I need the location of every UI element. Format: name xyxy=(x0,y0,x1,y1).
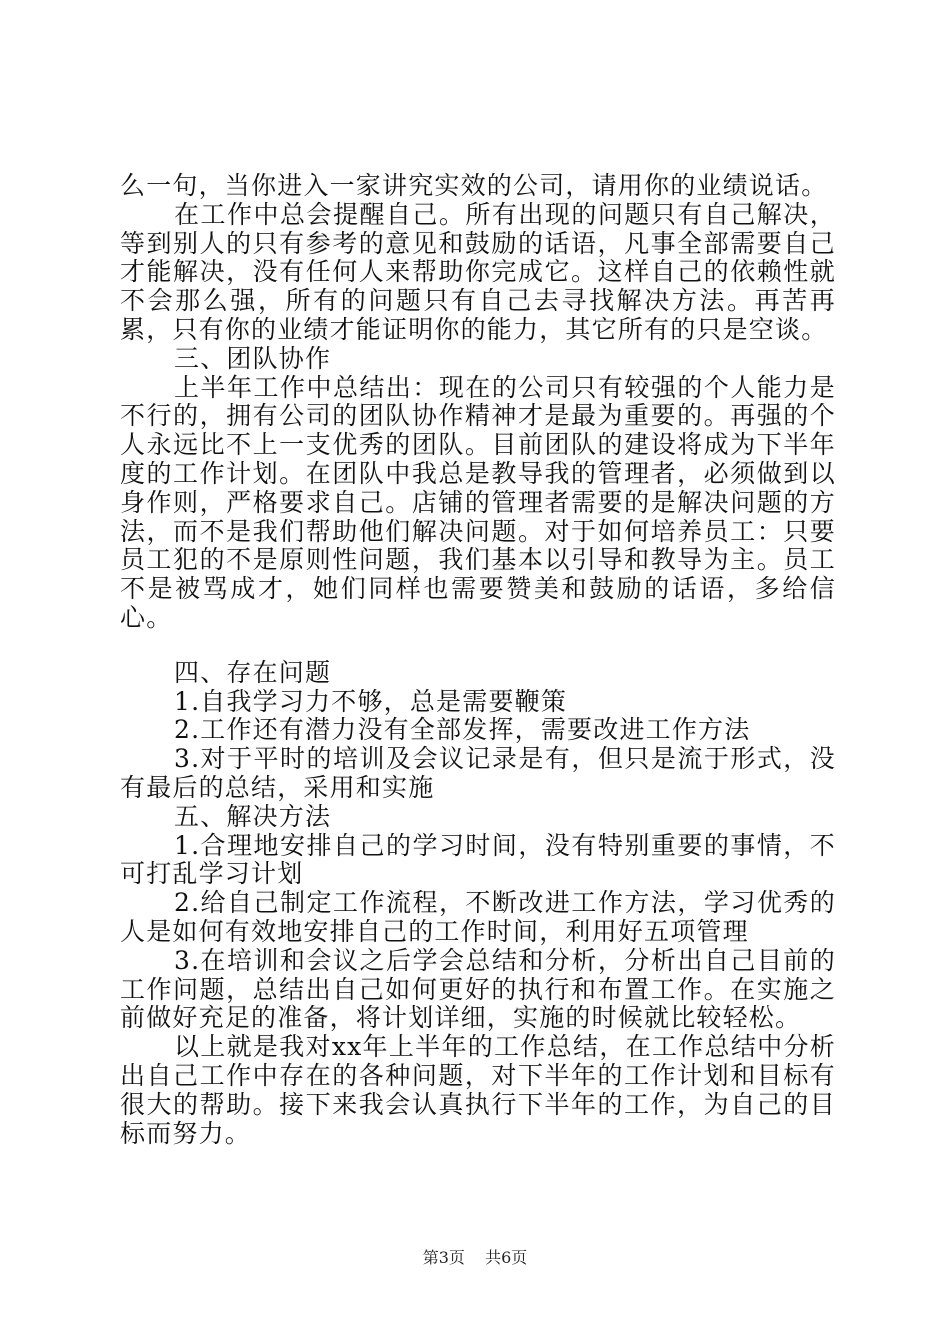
page-footer xyxy=(0,1245,950,1268)
paragraph: 么一句，当你进入一家讲究实效的公司，请用你的业绩说话。 xyxy=(120,171,828,200)
section-heading: 五、解决方法 xyxy=(174,801,332,831)
page-total: 共6页 xyxy=(485,1248,528,1267)
paragraph: 上半年工作中总结出：现在的公司只有较强的个人能力是不行的，拥有公司的团队协作精神才是最为重要的。再强的个人永远比不上一支优秀的团队。目前团队的建设将成为下半年度的工作计划。在团队中我总是教导我的管理者，必须做到以身作则，严格要求自己。店铺的管理者需要的是解决问题的方法，而不是我们帮助他们解决问题。对于如何培养员工：只要员工犯的不是原则性问题，我们基本以引导和教导为主。员工不是被骂成才，她们同样也需要赞美和鼓励的话语，多给信心。 xyxy=(120,372,836,632)
paragraph: 以上就是我对xx年上半年的工作总结，在工作总结中分析出自己工作中存在的各种问题，对下半年的工作计划和目标有很大的帮助。接下来我会认真执行下半年的工作，为自己的目标而努力。 xyxy=(120,1032,836,1148)
list-item: 3.在培训和会议之后学会总结和分析，分析出自己目前的工作问题，总结出自己如何更好的执行和布置工作。在实施之前做好充足的准备，将计划详细，实施的时候就比较轻松。 xyxy=(120,945,836,1033)
paragraph: 在工作中总会提醒自己。所有出现的问题只有自己解决，等到别人的只有参考的意见和鼓励的话语，凡事全部需要自己才能解决，没有任何人来帮助你完成它。这样自己的依赖性就不会那么强，所有的问题只有自己去寻找解决方法。再苦再累，只有你的业绩才能证明你的能力，其它所有的只是空谈。 xyxy=(120,199,836,344)
section-heading: 四、存在问题 xyxy=(174,657,332,687)
list-item: 2.给自己制定工作流程，不断改进工作方法，学习优秀的人是如何有效地安排自己的工作时间，利用好五项管理 xyxy=(120,888,836,946)
list-item: 3.对于平时的培训及会议记录是有，但只是流于形式，没有最后的总结，采用和实施 xyxy=(120,744,836,802)
list-item: 1.自我学习力不够，总是需要鞭策 xyxy=(174,686,568,716)
page-number: 第3页 xyxy=(422,1248,465,1267)
document-body xyxy=(120,172,836,1148)
section-heading: 三、团队协作 xyxy=(174,343,332,373)
list-item: 1.合理地安排自己的学习时间，没有特别重要的事情，不可打乱学习计划 xyxy=(120,830,836,889)
list-item: 2.工作还有潜力没有全部发挥，需要改进工作方法 xyxy=(174,715,751,745)
